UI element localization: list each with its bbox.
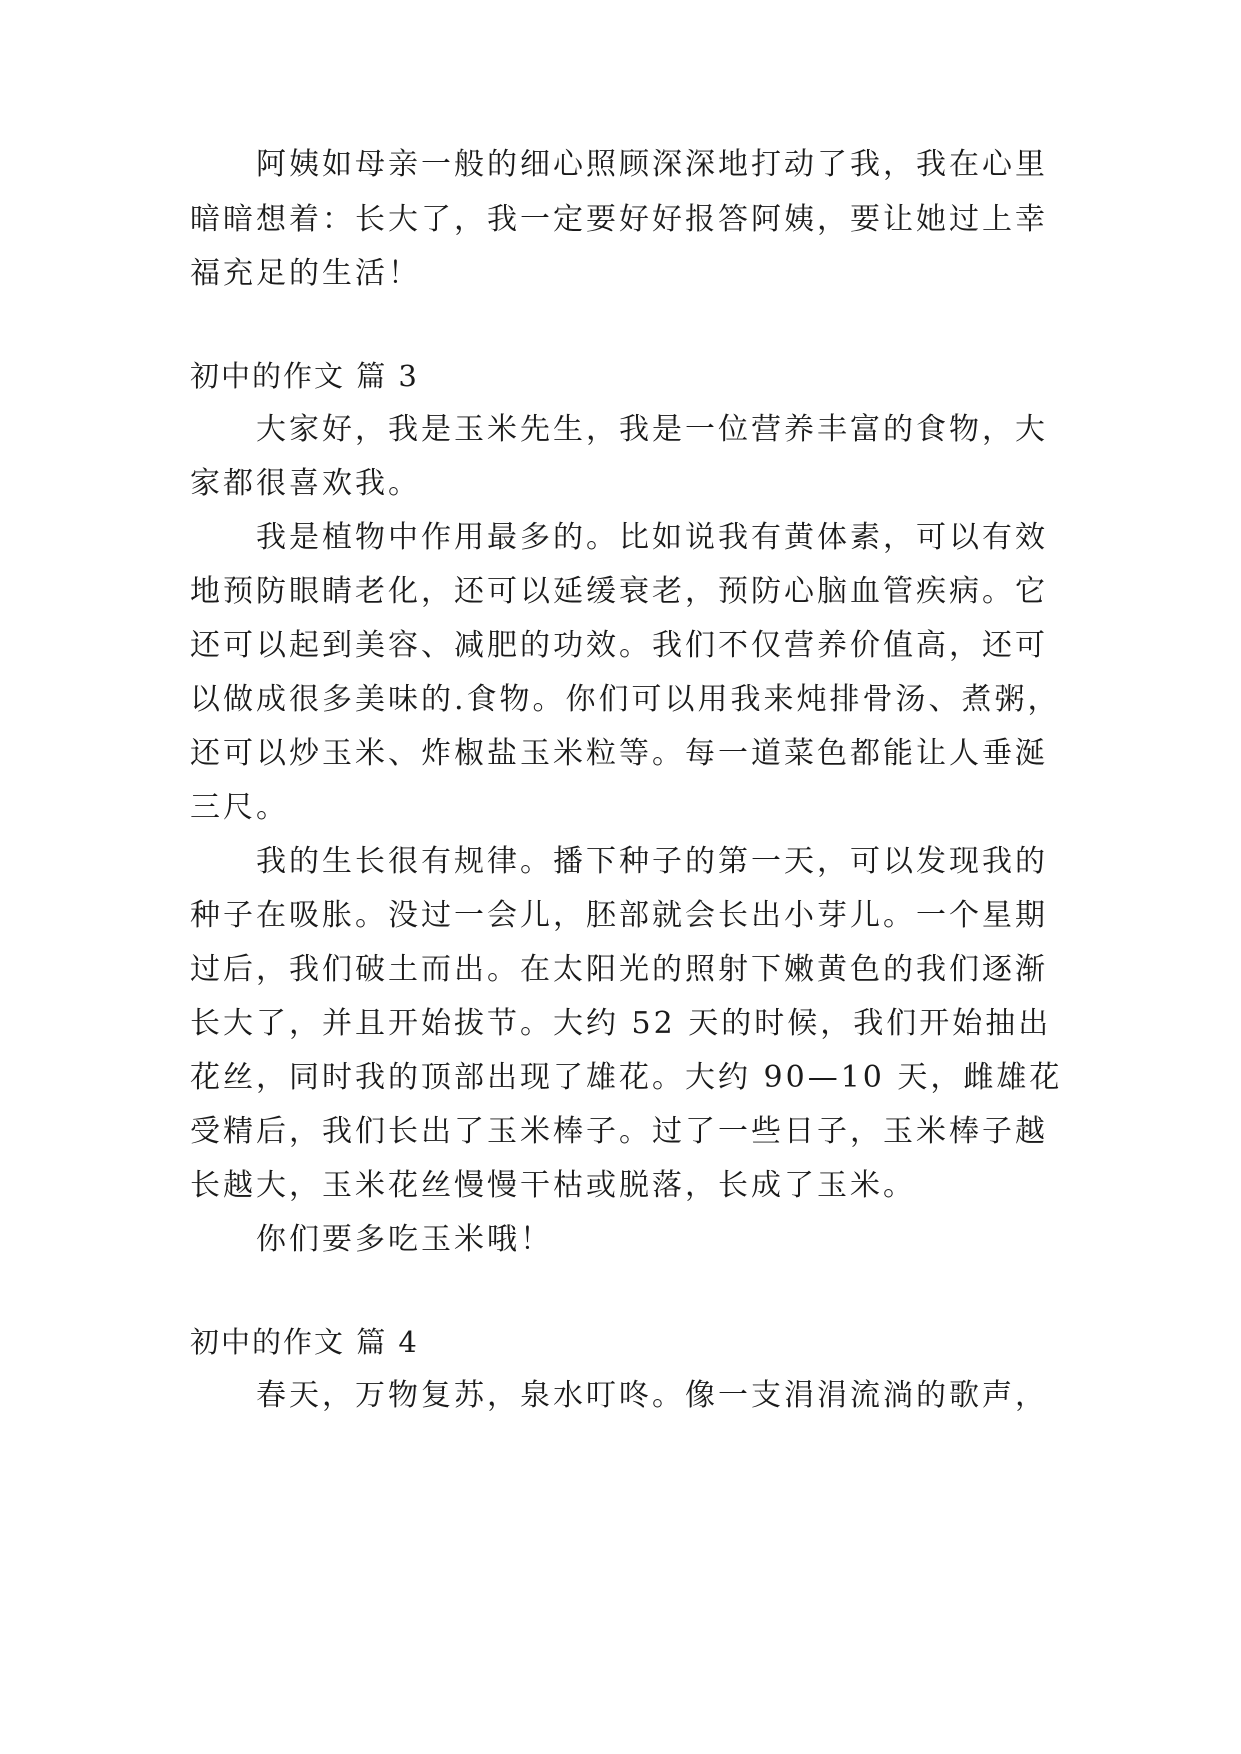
paragraph-line: 长大了，并且开始拔节。大约 52 天的时候，我们开始抽出 (190, 1006, 1052, 1041)
paragraph-line: 我是植物中作用最多的。比如说我有黄体素，可以有效 (256, 520, 1048, 555)
paragraph-line: 花丝，同时我的顶部出现了雄花。大约 90—10 天，雌雄花 (190, 1060, 1063, 1095)
section-heading: 初中的作文 篇 4 (190, 1325, 419, 1359)
section-heading: 初中的作文 篇 3 (190, 359, 419, 393)
paragraph-line: 家都很喜欢我。 (190, 466, 421, 501)
paragraph-line: 过后，我们破土而出。在太阳光的照射下嫩黄色的我们逐渐 (190, 952, 1048, 987)
paragraph-line: 地预防眼睛老化，还可以延缓衰老，预防心脑血管疾病。它 (190, 574, 1048, 609)
paragraph-line: 阿姨如母亲一般的细心照顾深深地打动了我，我在心里 (256, 147, 1048, 182)
paragraph-line: 春天，万物复苏，泉水叮咚。像一支涓涓流淌的歌声， (256, 1378, 1048, 1413)
paragraph-line: 长越大，玉米花丝慢慢干枯或脱落，长成了玉米。 (190, 1168, 916, 1203)
paragraph-line: 暗暗想着：长大了，我一定要好好报答阿姨，要让她过上幸 (190, 202, 1048, 237)
paragraph-line: 还可以炒玉米、炸椒盐玉米粒等。每一道菜色都能让人垂涎 (190, 736, 1048, 771)
paragraph-line: 你们要多吃玉米哦！ (256, 1222, 553, 1257)
paragraph-line: 福充足的生活！ (190, 256, 421, 291)
paragraph-line: 大家好，我是玉米先生，我是一位营养丰富的食物，大 (256, 412, 1048, 447)
paragraph-line: 我的生长很有规律。播下种子的第一天，可以发现我的 (256, 844, 1048, 879)
paragraph-line: 种子在吸胀。没过一会儿，胚部就会长出小芽儿。一个星期 (190, 898, 1048, 933)
paragraph-line: 还可以起到美容、减肥的功效。我们不仅营养价值高，还可 (190, 628, 1048, 663)
paragraph-line: 三尺。 (190, 790, 289, 825)
paragraph-line: 以做成很多美味的.食物。你们可以用我来炖排骨汤、煮粥， (190, 682, 1061, 717)
paragraph-line: 受精后，我们长出了玉米棒子。过了一些日子，玉米棒子越 (190, 1114, 1048, 1149)
